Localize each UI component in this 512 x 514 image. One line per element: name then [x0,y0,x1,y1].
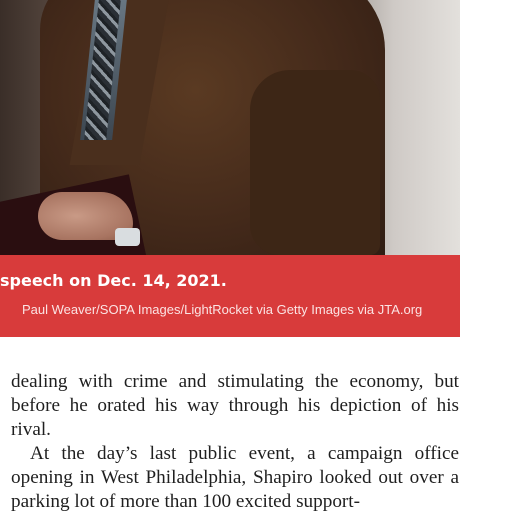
article-paragraph-1: dealing with crime and stimulating the economy, but before he orated his way through his depiction of his rival. [11,371,459,440]
article-body [11,370,459,514]
caption-credit: Paul Weaver/SOPA Images/LightRocket via Getty Images via JTA.org [22,302,423,317]
article-paragraph-2: At the day’s last public event, a campaign office opening in West Philadelphia, Shapiro looked out over a parking lot of more than 100 excited support- [11,443,459,512]
photo-arm [250,70,380,255]
photo-caption [0,255,460,337]
caption-title: speech on Dec. 14, 2021. [0,271,227,290]
article-photo [0,0,460,255]
photo-cuff [115,228,140,246]
